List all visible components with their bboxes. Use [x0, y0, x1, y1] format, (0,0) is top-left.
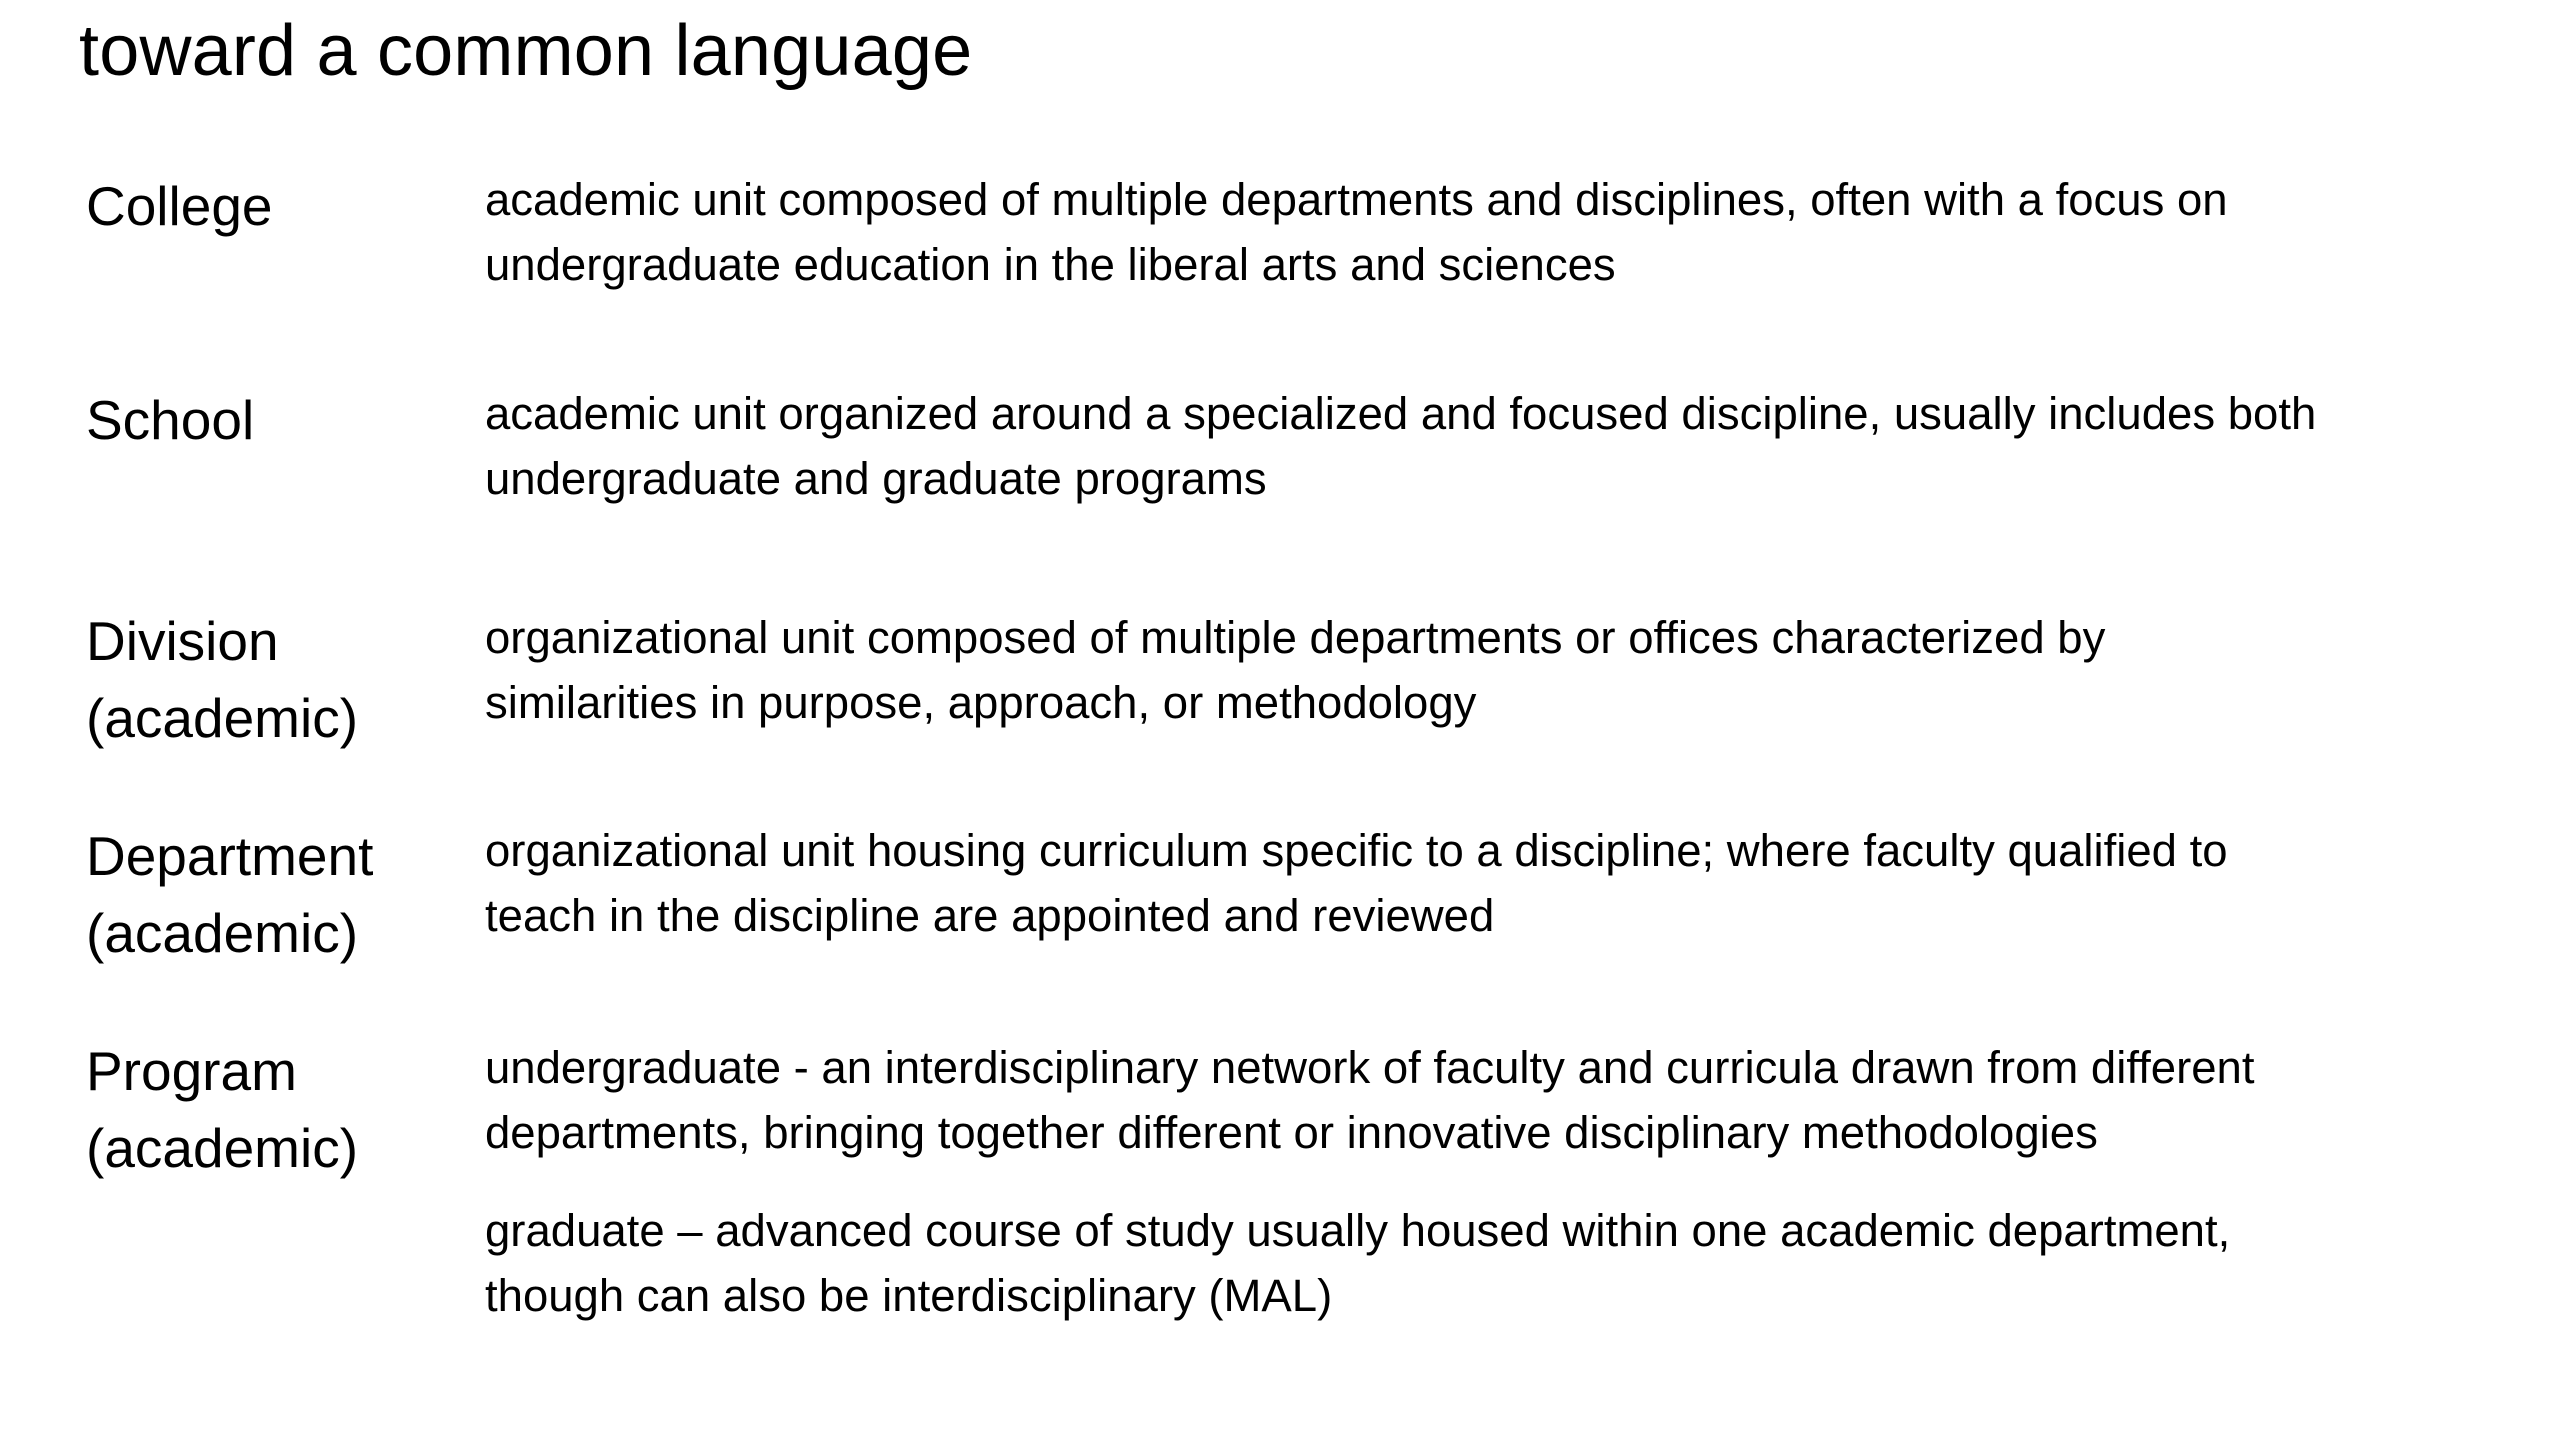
- term-school: [86, 382, 476, 459]
- definition-division: [485, 605, 2495, 735]
- definition-line: academic unit organized around a specialized and focused discipline, usually includes both: [485, 388, 2317, 439]
- term-line: (academic): [86, 687, 359, 749]
- definition-line: departments, bringing together different or innovative disciplinary methodologies: [485, 1107, 2098, 1158]
- definition-program-undergraduate: [485, 1035, 2495, 1165]
- definition-line: undergraduate - an interdisciplinary network of faculty and curricula drawn from different: [485, 1042, 2255, 1093]
- term-program: [86, 1033, 476, 1187]
- definition-line: organizational unit composed of multiple departments or offices characterized by: [485, 612, 2106, 663]
- term-line: Program: [86, 1040, 297, 1102]
- definition-college: [485, 167, 2495, 297]
- definition-department: [485, 818, 2495, 948]
- term-line: (academic): [86, 902, 359, 964]
- definition-line: undergraduate and graduate programs: [485, 453, 1267, 504]
- term-division: [86, 603, 476, 757]
- definition-line: undergraduate education in the liberal arts and sciences: [485, 239, 1616, 290]
- definition-line: graduate – advanced course of study usually housed within one academic department,: [485, 1205, 2231, 1256]
- definition-program-graduate: [485, 1198, 2495, 1328]
- term-college: [86, 168, 476, 245]
- term-line: Department: [86, 825, 374, 887]
- definition-line: though can also be interdisciplinary (MAL): [485, 1270, 1333, 1321]
- definition-line: similarities in purpose, approach, or methodology: [485, 677, 1477, 728]
- definition-school: [485, 381, 2495, 511]
- term-line: College: [86, 175, 273, 237]
- slide-title: toward a common language: [79, 11, 973, 91]
- definition-line: teach in the discipline are appointed and reviewed: [485, 890, 1495, 941]
- definition-line: organizational unit housing curriculum specific to a discipline; where faculty qualified to: [485, 825, 2228, 876]
- term-department: [86, 818, 476, 972]
- term-line: School: [86, 389, 255, 451]
- term-line: (academic): [86, 1117, 359, 1179]
- definition-line: academic unit composed of multiple departments and disciplines, often with a focus on: [485, 174, 2228, 225]
- term-line: Division: [86, 610, 279, 672]
